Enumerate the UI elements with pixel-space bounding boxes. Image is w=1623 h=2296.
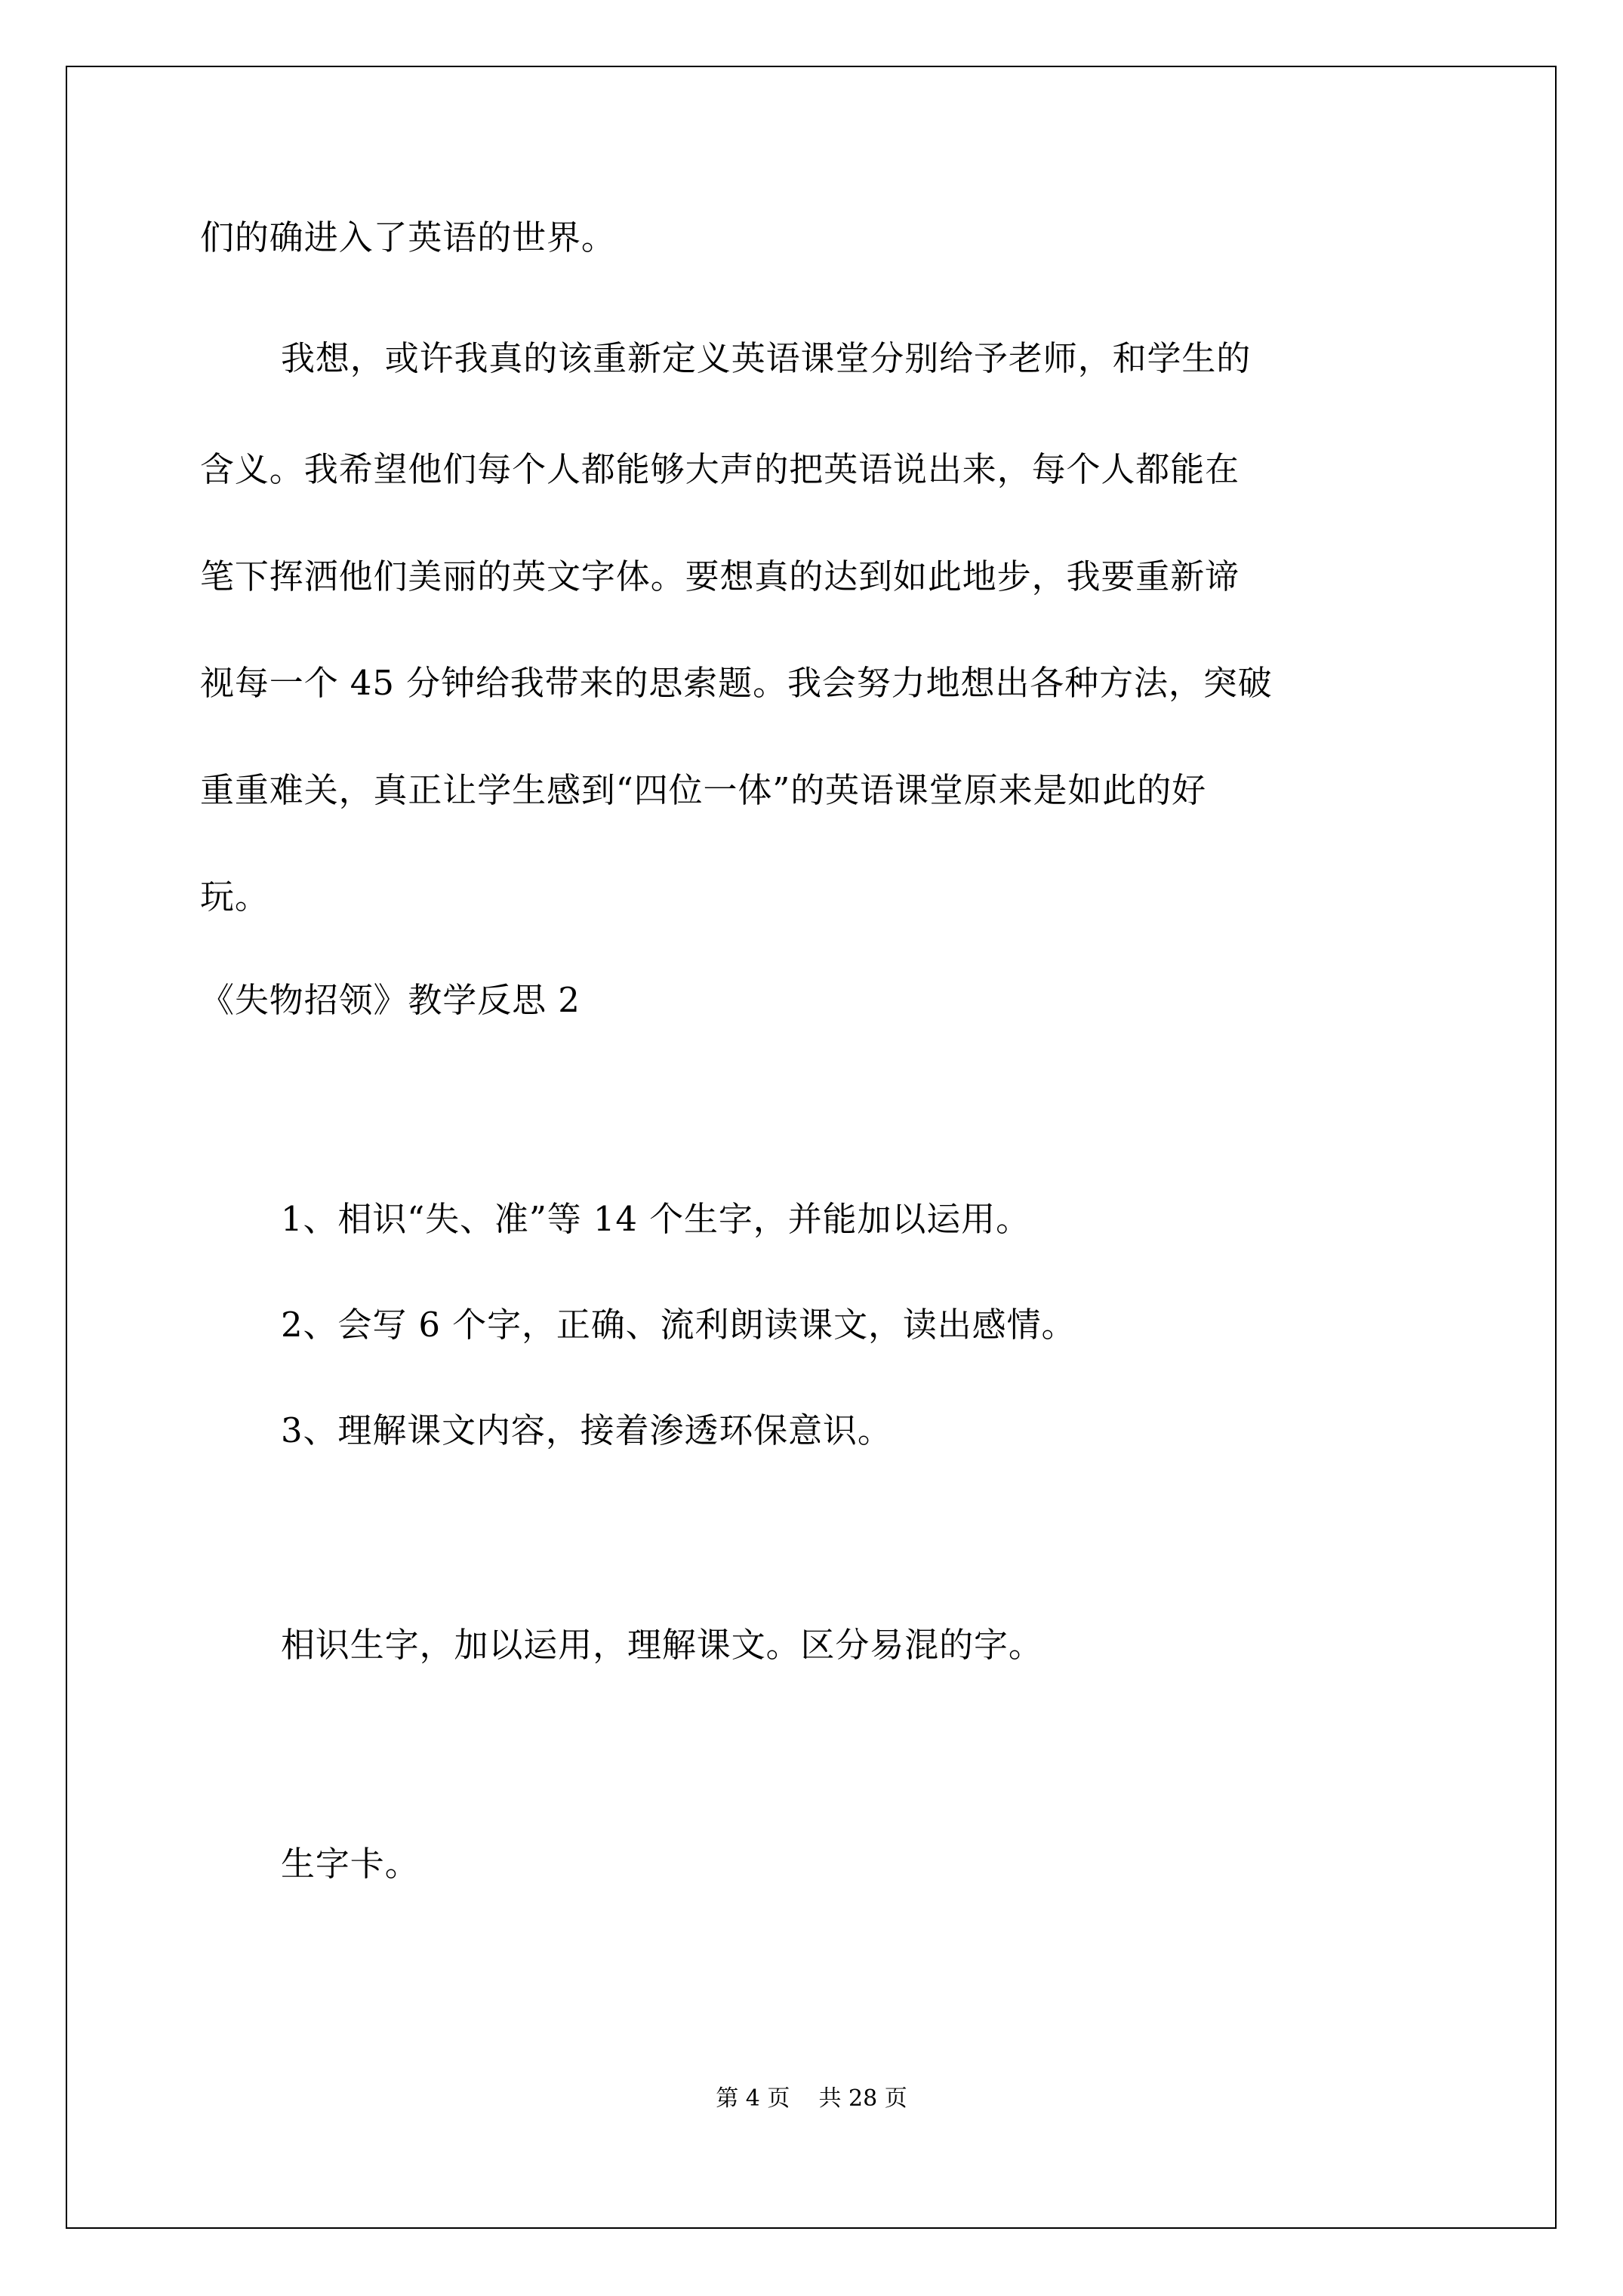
text-line-3: 含义。我希望他们每个人都能够大声的把英语说出来，每个人都能在 — [200, 449, 1240, 489]
list-item-3: 3、理解课文内容，接着渗透环保意识。 — [281, 1410, 892, 1450]
list-item-1: 1、相识“失、准”等 14 个生字，并能加以运用。 — [281, 1199, 1031, 1239]
page-border — [66, 66, 1557, 2229]
materials-text: 生字卡。 — [281, 1844, 420, 1884]
text-line-5: 视每一个 45 分钟给我带来的思索题。我会努力地想出各种方法，突破 — [200, 663, 1273, 703]
text-line-1: 们的确进入了英语的世界。 — [200, 217, 616, 257]
text-line-6: 重重难关，真正让学生感到“四位一体”的英语课堂原来是如此的好 — [200, 770, 1207, 810]
section-heading: 《失物招领》教学反思 2 — [200, 980, 581, 1020]
text-line-7: 玩。 — [200, 877, 269, 917]
list-item-2: 2、会写 6 个字，正确、流利朗读课文，读出感情。 — [281, 1305, 1076, 1345]
text-line-4: 笔下挥洒他们美丽的英文字体。要想真的达到如此地步，我要重新谛 — [200, 556, 1240, 596]
key-points-text: 相识生字，加以运用，理解课文。区分易混的字。 — [281, 1625, 1043, 1665]
page-number-footer: 第 4 页 共 28 页 — [716, 2085, 907, 2112]
text-line-2: 我想，或许我真的该重新定义英语课堂分别给予老师，和学生的 — [281, 338, 1252, 378]
